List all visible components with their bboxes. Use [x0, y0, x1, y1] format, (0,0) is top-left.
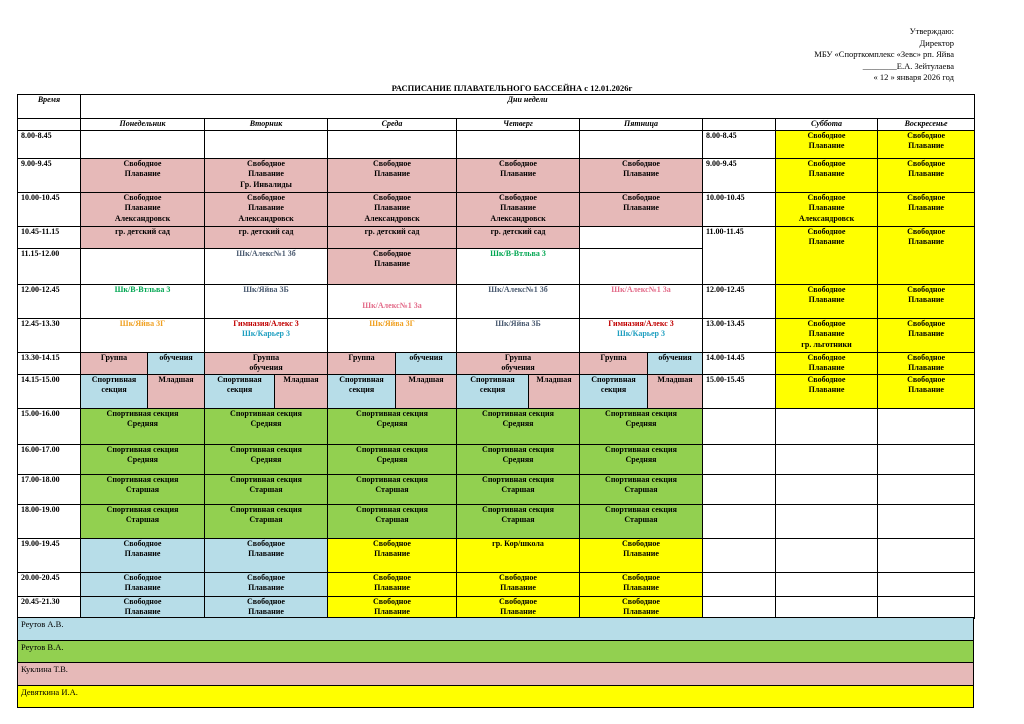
session-cell: Спортивная секция [580, 374, 648, 408]
session-cell: Свободное Плавание [457, 596, 580, 618]
staff-bar: Реутов В.А. [17, 641, 974, 664]
session-cell: Спортивная секция Средняя [328, 408, 457, 444]
session-cell: Спортивная секция [457, 374, 529, 408]
table-row [18, 572, 975, 596]
weekend-time-cell: 14.00-14.45 [703, 352, 776, 374]
approval-line-2: Директор [919, 37, 954, 48]
time-cell: 13.30-14.15 [18, 352, 81, 374]
session-cell: Спортивная секция Старшая [328, 504, 457, 538]
time-cell: 12.45-13.30 [18, 318, 81, 352]
session-cell: Свободное Плавание [878, 158, 975, 192]
session-cell: Свободное Плавание [328, 538, 457, 572]
table-row [18, 192, 975, 226]
session-cell: Свободное Плавание [776, 158, 878, 192]
table-row [18, 130, 975, 158]
session-cell: Свободное Плавание Александровск [81, 192, 205, 226]
session-cell: Спортивная секция Старшая [457, 474, 580, 504]
time-cell: 20.45-21.30 [18, 596, 81, 618]
approval-line-4: ________Е.А. Зейтулаева [862, 60, 954, 71]
staff-bar: Реутов А.В. [17, 617, 974, 641]
weekend-time-cell: 12.00-12.45 [703, 284, 776, 318]
session-cell: Свободное Плавание Александровск [205, 192, 328, 226]
schedule-table [17, 94, 975, 619]
session-cell: Свободное Плавание [776, 130, 878, 158]
day-tuesday: Вторник [205, 119, 328, 131]
table-row [18, 374, 975, 408]
session-cell: Спортивная секция Средняя [457, 408, 580, 444]
session-cell: Свободное Плавание [878, 284, 975, 318]
time-cell: 18.00-19.00 [18, 504, 81, 538]
day-sunday: Воскресенье [878, 119, 975, 131]
session-cell: Свободное Плавание [878, 130, 975, 158]
table-row [18, 318, 975, 352]
header-row [18, 95, 975, 119]
session-cell: Спортивная секция Старшая [457, 504, 580, 538]
session-cell: Свободное Плавание Гр. Инвалиды [205, 158, 328, 192]
day-monday: Понедельник [81, 119, 205, 131]
session-cell: Спортивная секция Средняя [205, 408, 328, 444]
session-cell: Спортивная секция Старшая [580, 504, 703, 538]
time-cell: 11.15-12.00 [18, 248, 81, 284]
session-cell: Свободное Плавание [328, 248, 457, 284]
session-cell: гр. детский сад [457, 226, 580, 248]
weekend-time-cell: 13.00-13.45 [703, 318, 776, 352]
table-row [18, 352, 975, 374]
session-cell: Спортивная секция Средняя [457, 444, 580, 474]
table-row [18, 284, 975, 318]
session-cell: Шк/Алекс№1 3а [328, 284, 457, 318]
session-cell: Свободное Плавание [580, 538, 703, 572]
session-cell: Свободное Плавание [878, 318, 975, 352]
session-cell: Свободное Плавание [580, 192, 703, 226]
session-cell: Спортивная секция Средняя [580, 444, 703, 474]
session-cell: Свободное Плавание [580, 572, 703, 596]
session-cell: Свободное Плавание [457, 572, 580, 596]
session-cell: Младшая [275, 374, 328, 408]
table-row [18, 596, 975, 618]
time-cell: 9.00-9.45 [18, 158, 81, 192]
days-header: Дни недели [81, 95, 975, 119]
day-wednesday: Среда [328, 119, 457, 131]
approval-line-3: МБУ «Спорткомплекс «Зевс» рп. Яйва [814, 49, 954, 59]
table-row [18, 538, 975, 572]
session-cell: Шк/Алекс№1 3а [580, 284, 703, 318]
session-cell: обучения [148, 352, 205, 374]
session-cell: Свободное Плавание гр. льготники [776, 318, 878, 352]
session-cell: Свободное Плавание [457, 158, 580, 192]
time-cell: 16.00-17.00 [18, 444, 81, 474]
session-cell: Младшая [529, 374, 580, 408]
staff-bar: Девяткина И.А. [17, 686, 974, 709]
session-cell: Свободное Плавание Александровск [776, 192, 878, 226]
day-thursday: Четверг [457, 119, 580, 131]
table-row [18, 158, 975, 192]
session-cell: Шк/Алекс№1 3б [205, 248, 328, 284]
weekend-time-cell: 15.00-15.45 [703, 374, 776, 408]
time-cell: 8.00-8.45 [18, 130, 81, 158]
session-cell: Спортивная секция Старшая [81, 474, 205, 504]
session-cell: Спортивная секция Средняя [81, 408, 205, 444]
session-cell: Спортивная секция Старшая [328, 474, 457, 504]
session-cell: Группа [580, 352, 648, 374]
weekend-time-cell: 10.00-10.45 [703, 192, 776, 226]
session-cell: гр. Кор/школа [457, 538, 580, 572]
session-cell: гр. детский сад [81, 226, 205, 248]
session-cell: Шк/Яйва 3Б [457, 318, 580, 352]
table-row [18, 226, 975, 248]
session-cell: Свободное Плавание [776, 226, 878, 284]
session-cell: Свободное Плавание [205, 596, 328, 618]
session-cell: Свободное Плавание [878, 192, 975, 226]
session-cell: Шк/В-Втльва 3 [457, 248, 580, 284]
time-cell: 12.00-12.45 [18, 284, 81, 318]
session-cell: гр. детский сад [205, 226, 328, 248]
time-header: Время [18, 95, 81, 119]
session-cell: Шк/Яйва 3Г [328, 318, 457, 352]
session-cell: Шк/Яйва 3Б [205, 284, 328, 318]
session-cell: Свободное Плавание [81, 158, 205, 192]
session-cell: Спортивная секция Старшая [580, 474, 703, 504]
session-cell: Свободное Плавание [878, 374, 975, 408]
session-cell: Младшая [148, 374, 205, 408]
session-cell: Свободное Плавание [81, 572, 205, 596]
day-saturday: Суббота [776, 119, 878, 131]
session-cell: Спортивная секция Средняя [328, 444, 457, 474]
table-row [18, 408, 975, 444]
session-cell: Спортивная секция Старшая [205, 474, 328, 504]
session-cell: Свободное Плавание [878, 352, 975, 374]
session-cell: Свободное Плавание [328, 596, 457, 618]
session-cell: Гимназия/Алекс 3 Шк/Карьер 3 [580, 318, 703, 352]
session-cell: Спортивная секция Старшая [81, 504, 205, 538]
time-cell: 15.00-16.00 [18, 408, 81, 444]
session-cell: Группа обучения [205, 352, 328, 374]
session-cell: обучения [648, 352, 703, 374]
weekend-time-cell: 9.00-9.45 [703, 158, 776, 192]
session-cell: Спортивная секция Средняя [81, 444, 205, 474]
time-cell: 14.15-15.00 [18, 374, 81, 408]
approval-block [814, 26, 954, 84]
session-cell: Свободное Плавание [580, 158, 703, 192]
session-cell: Группа обучения [457, 352, 580, 374]
time-cell: 10.45-11.15 [18, 226, 81, 248]
weekend-time-cell: 11.00-11.45 [703, 226, 776, 284]
time-cell: 10.00-10.45 [18, 192, 81, 226]
session-cell: Спортивная секция Средняя [580, 408, 703, 444]
session-cell: Спортивная секция [205, 374, 275, 408]
session-cell: Свободное Плавание [776, 374, 878, 408]
approval-line-1: Утверждаю: [909, 26, 954, 36]
weekend-time-cell: 8.00-8.45 [703, 130, 776, 158]
session-cell: гр. детский сад [328, 226, 457, 248]
session-cell: Шк/Яйва 3Г [81, 318, 205, 352]
time-cell: 19.00-19.45 [18, 538, 81, 572]
session-cell: Гимназия/Алекс 3 Шк/Карьер 3 [205, 318, 328, 352]
session-cell: Свободное Плавание [205, 572, 328, 596]
day-friday: Пятница [580, 119, 703, 131]
table-row [18, 504, 975, 538]
table-row [18, 474, 975, 504]
session-cell: Свободное Плавание [81, 538, 205, 572]
session-cell: Свободное Плавание [776, 284, 878, 318]
session-cell: обучения [396, 352, 457, 374]
session-cell: Спортивная секция Старшая [205, 504, 328, 538]
session-cell: Свободное Плавание [328, 572, 457, 596]
session-cell: Спортивная секция [81, 374, 148, 408]
session-cell: Свободное Плавание Александровск [328, 192, 457, 226]
staff-legend [17, 617, 974, 708]
staff-bar: Куклина Т.В. [17, 663, 974, 686]
session-cell: Свободное Плавание [776, 352, 878, 374]
time-cell: 17.00-18.00 [18, 474, 81, 504]
session-cell: Младшая [648, 374, 703, 408]
session-cell: Свободное Плавание [580, 596, 703, 618]
session-cell: Шк/В-Втльва 3 [81, 284, 205, 318]
session-cell: Спортивная секция Средняя [205, 444, 328, 474]
session-cell: Младшая [396, 374, 457, 408]
session-cell: Свободное Плавание [205, 538, 328, 572]
table-row [18, 444, 975, 474]
session-cell: Свободное Плавание [878, 226, 975, 284]
day-names-row [18, 119, 975, 131]
time-cell: 20.00-20.45 [18, 572, 81, 596]
session-cell: Спортивная секция [328, 374, 396, 408]
approval-line-5: « 12 » января 2026 год [873, 72, 954, 82]
session-cell: Свободное Плавание [81, 596, 205, 618]
session-cell: Группа [328, 352, 396, 374]
page-title: РАСПИСАНИЕ ПЛАВАТЕЛЬНОГО БАССЕЙНА с 12.01.2026г [391, 83, 633, 93]
session-cell: Свободное Плавание Александровск [457, 192, 580, 226]
session-cell: Свободное Плавание [328, 158, 457, 192]
session-cell: Группа [81, 352, 148, 374]
session-cell: Шк/Алекс№1 3б [457, 284, 580, 318]
